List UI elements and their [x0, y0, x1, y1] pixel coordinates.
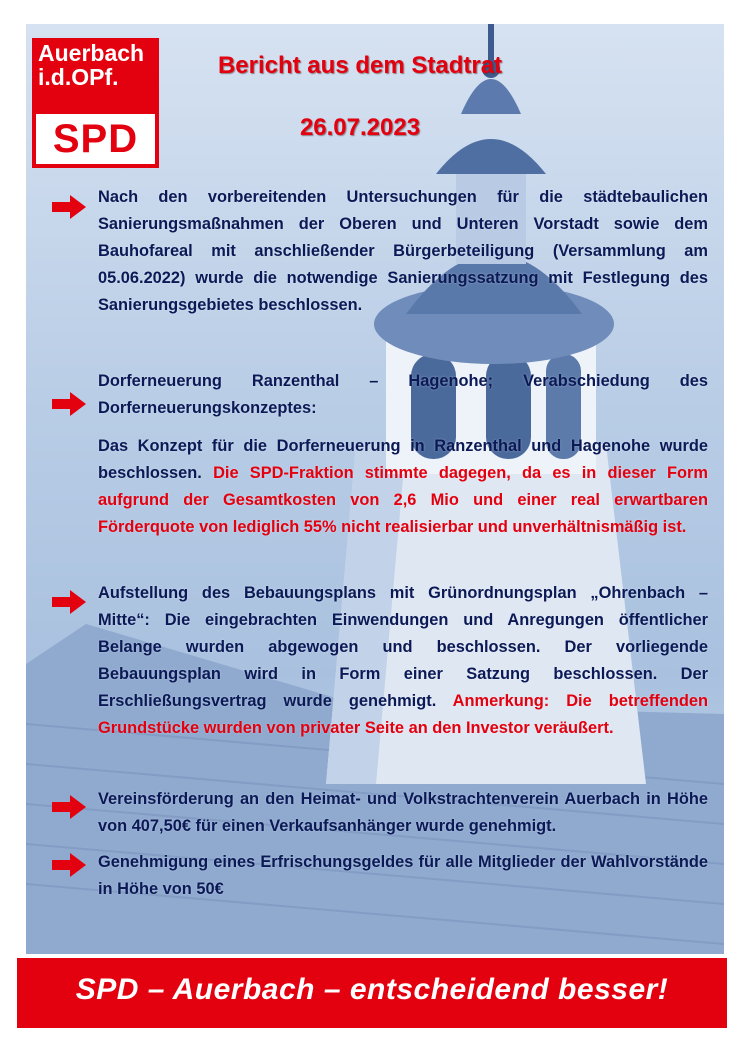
report-item-1-text: Nach den vorbereitenden Untersuchungen für die städtebaulichen Sanierungsmaßnahmen der Oberen und Unteren Vorstadt sowie dem Bauhofareal mit anschließender Bürgerbeteiligung (Versammlung am 05.06.2022) wurde die notwendige Sanierungssatzung mit Festlegung des Sanierungsgebietes beschlossen.	[98, 188, 708, 314]
logo-city: Auerbach	[38, 40, 145, 66]
report-item-4	[98, 786, 708, 840]
footer-slogan: SPD – Auerbach – entscheidend besser!	[75, 973, 669, 1006]
arrow-right-icon	[52, 195, 86, 219]
report-item-2-highlight: Die SPD-Fraktion stimmte dagegen, da es in dieser Form aufgrund der Gesamtkosten von 2,6 Mio und einer real erwartbaren Förderquote von lediglich 55% nicht realisierbar und unverhältnismäßig ist.	[98, 464, 708, 536]
arrow-right-icon	[52, 853, 86, 877]
report-item-2	[98, 433, 708, 541]
logo-region: i.d.OPf.	[38, 64, 119, 90]
report-item-2-text: Das Konzept für die Dorferneuerung in Ranzenthal und Hagenohe wurde beschlossen.	[98, 437, 708, 482]
footer-slogan-banner	[17, 958, 727, 1028]
report-item-5	[98, 849, 708, 903]
page-title: Bericht aus dem Stadtrat	[217, 52, 503, 79]
report-item-2-heading-text: Dorferneuerung Ranzenthal – Hagenohe; Verabschiedung des Dorferneuerungskonzeptes:	[98, 372, 708, 417]
report-item-4-text: Vereinsförderung an den Heimat- und Volkstrachtenverein Auerbach in Höhe von 407,50€ für einen Verkaufsanhänger wurde genehmigt.	[98, 790, 708, 835]
report-item-1	[98, 184, 708, 319]
report-item-3-highlight: Anmerkung: Die betreffenden Grundstücke wurden von privater Seite an den Investor veräußert.	[98, 692, 709, 737]
report-item-3-text: Aufstellung des Bebauungsplans mit Grünordnungsplan „Ohrenbach – Mitte“: Die eingebrachten Einwendungen und Anregungen öffentlicher Belange wurden abgewogen und beschlossen. Der vorliegende Bebauungsplan wird in Form einer Satzung beschlossen. Der Erschließungsvertrag wurde genehmigt.	[98, 584, 708, 710]
report-item-2-heading	[98, 368, 708, 422]
report-item-3	[98, 580, 708, 742]
logo-party: SPD	[36, 114, 155, 164]
report-date: 26.07.2023	[299, 114, 421, 141]
arrow-right-icon	[52, 590, 86, 614]
report-item-5-text: Genehmigung eines Erfrischungsgeldes für alle Mitglieder der Wahlvorstände in Höhe von 50€	[98, 853, 708, 898]
spd-logo	[32, 38, 159, 168]
arrow-right-icon	[52, 795, 86, 819]
arrow-right-icon	[52, 392, 86, 416]
